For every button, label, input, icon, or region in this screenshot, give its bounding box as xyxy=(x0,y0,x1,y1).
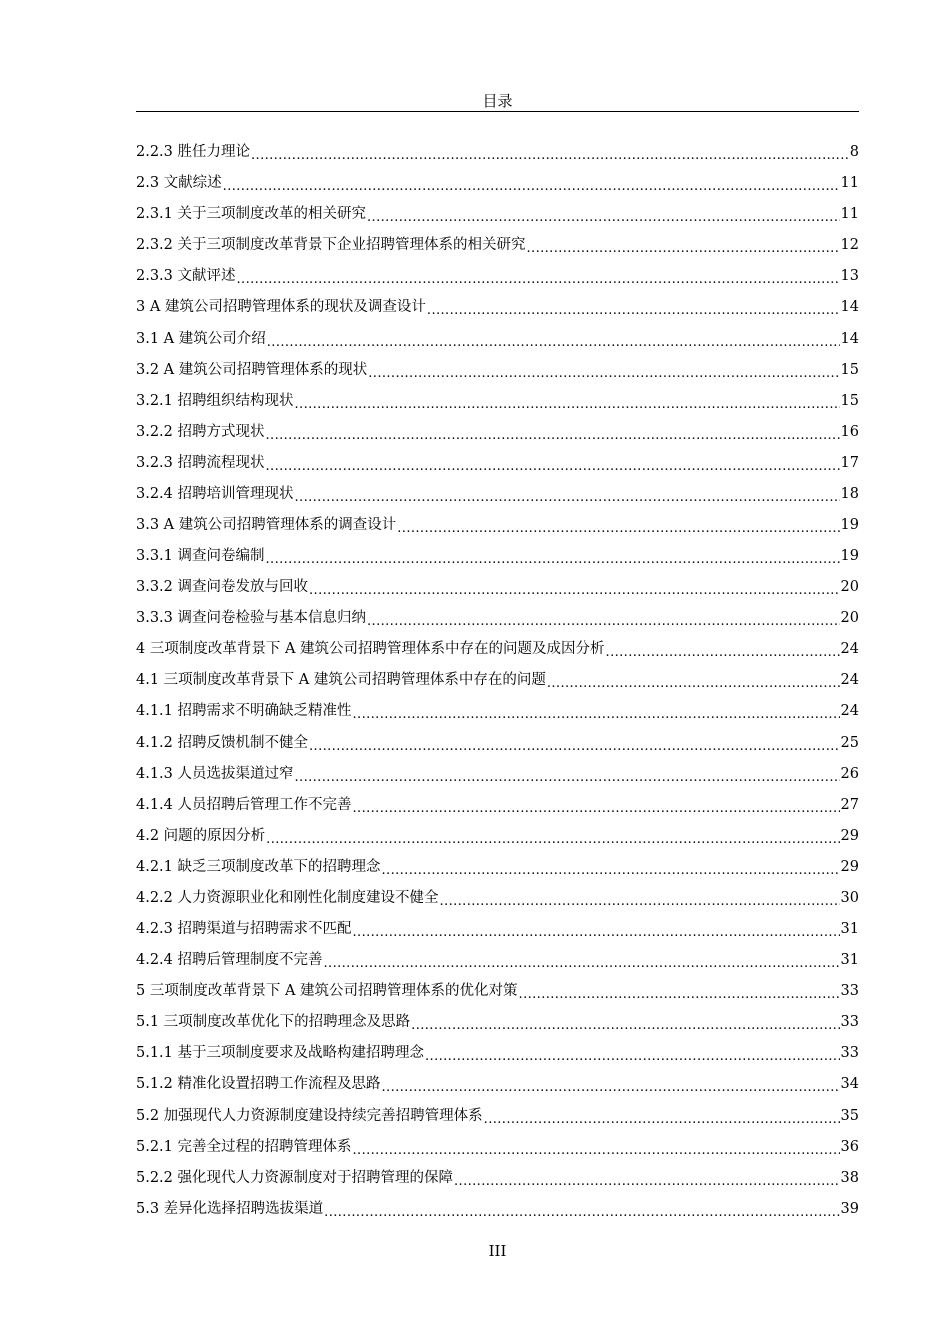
toc-entry-page: 13 xyxy=(840,268,859,285)
page-number: III xyxy=(488,1242,507,1260)
toc-entry-title: 2.3 文献综述 xyxy=(136,175,222,192)
toc-dot-leader xyxy=(353,914,840,945)
toc-dot-leader xyxy=(295,479,840,510)
toc-entry-title: 3.3.1 调查问卷编制 xyxy=(136,548,265,565)
toc-dot-leader xyxy=(353,1132,840,1163)
toc-entry[interactable] xyxy=(136,448,859,479)
toc-entry-page: 24 xyxy=(840,641,859,658)
toc-entry[interactable] xyxy=(136,199,859,230)
toc-entry-page: 11 xyxy=(840,175,859,192)
toc-entry-title: 3.2 A 建筑公司招聘管理体系的现状 xyxy=(136,361,368,378)
toc-entry[interactable] xyxy=(136,634,859,665)
toc-entry[interactable] xyxy=(136,417,859,448)
toc-dot-leader xyxy=(427,292,840,323)
toc-entry[interactable] xyxy=(136,883,859,914)
toc-entry-title: 2.3.2 关于三项制度改革背景下企业招聘管理体系的相关研究 xyxy=(136,237,526,254)
toc-entry-page: 36 xyxy=(840,1138,859,1155)
page-header-title: 目录 xyxy=(482,92,513,110)
toc-dot-leader xyxy=(367,199,840,230)
toc-entry[interactable] xyxy=(136,759,859,790)
toc-entry[interactable] xyxy=(136,945,859,976)
toc-entry-page: 20 xyxy=(840,610,859,627)
toc-entry-title: 3 A 建筑公司招聘管理体系的现状及调查设计 xyxy=(136,299,426,316)
toc-entry-page: 24 xyxy=(840,672,859,689)
toc-entry-title: 4.2.3 招聘渠道与招聘需求不匹配 xyxy=(136,921,352,938)
toc-entry-page: 11 xyxy=(840,206,859,223)
toc-entry-title: 5.2.2 强化现代人力资源制度对于招聘管理的保障 xyxy=(136,1169,454,1186)
toc-entry-page: 12 xyxy=(840,237,859,254)
toc-dot-leader xyxy=(367,603,840,634)
toc-entry-title: 3.2.2 招聘方式现状 xyxy=(136,423,265,440)
toc-entry-title: 4 三项制度改革背景下 A 建筑公司招聘管理体系中存在的问题及成因分析 xyxy=(136,641,605,658)
toc-entry[interactable] xyxy=(136,976,859,1007)
toc-entry[interactable] xyxy=(136,292,859,323)
toc-entry-title: 4.2.1 缺乏三项制度改革下的招聘理念 xyxy=(136,858,381,875)
toc-dot-leader xyxy=(266,417,840,448)
toc-entry-title: 3.2.1 招聘组织结构现状 xyxy=(136,392,294,409)
toc-entry[interactable] xyxy=(136,261,859,292)
toc-dot-leader xyxy=(519,976,840,1007)
toc-dot-leader xyxy=(527,230,840,261)
toc-entry-page: 17 xyxy=(840,454,859,471)
toc-entry-page: 16 xyxy=(840,423,859,440)
header-divider xyxy=(136,111,859,112)
toc-entry-title: 4.1.1 招聘需求不明确缺乏精准性 xyxy=(136,703,352,720)
toc-entry-page: 31 xyxy=(840,952,859,969)
toc-entry-page: 29 xyxy=(840,858,859,875)
toc-entry-page: 38 xyxy=(840,1169,859,1186)
toc-dot-leader xyxy=(266,821,839,852)
toc-entry-title: 3.3 A 建筑公司招聘管理体系的调查设计 xyxy=(136,517,397,534)
toc-dot-leader xyxy=(237,261,840,292)
toc-entry-title: 4.1 三项制度改革背景下 A 建筑公司招聘管理体系中存在的问题 xyxy=(136,672,546,689)
toc-entry-title: 4.2.4 招聘后管理制度不完善 xyxy=(136,952,323,969)
toc-dot-leader xyxy=(309,728,840,759)
toc-dot-leader xyxy=(454,1163,840,1194)
toc-dot-leader xyxy=(324,945,840,976)
toc-entry-title: 3.1 A 建筑公司介绍 xyxy=(136,330,266,347)
toc-entry[interactable] xyxy=(136,1007,859,1038)
toc-entry[interactable] xyxy=(136,1132,859,1163)
toc-entry-page: 26 xyxy=(840,765,859,782)
toc-entry-title: 3.3.3 调查问卷检验与基本信息归纳 xyxy=(136,610,367,627)
toc-entry[interactable] xyxy=(136,1069,859,1100)
toc-dot-leader xyxy=(382,852,840,883)
toc-dot-leader xyxy=(382,1069,840,1100)
toc-entry-title: 2.2.3 胜任力理论 xyxy=(136,144,251,161)
toc-dot-leader xyxy=(309,572,840,603)
toc-entry-title: 3.3.2 调查问卷发放与回收 xyxy=(136,579,309,596)
toc-entry-title: 2.3.3 文献评述 xyxy=(136,268,236,285)
toc-entry-page: 34 xyxy=(840,1076,859,1093)
toc-entry-page: 14 xyxy=(840,330,859,347)
toc-dot-leader xyxy=(484,1101,840,1132)
toc-entry-title: 5.2.1 完善全过程的招聘管理体系 xyxy=(136,1138,352,1155)
toc-dot-leader xyxy=(397,510,839,541)
toc-entry-title: 4.1.3 人员选拔渠道过窄 xyxy=(136,765,294,782)
toc-entry-title: 5.3 差异化选择招聘选拔渠道 xyxy=(136,1200,324,1217)
toc-entry-page: 18 xyxy=(840,485,859,502)
toc-entry[interactable] xyxy=(136,821,859,852)
toc-entry-title: 3.2.3 招聘流程现状 xyxy=(136,454,265,471)
toc-entry-title: 5.1.1 基于三项制度要求及战略构建招聘理念 xyxy=(136,1045,425,1062)
toc-entry-page: 33 xyxy=(840,983,859,1000)
toc-entry[interactable] xyxy=(136,479,859,510)
toc-entry[interactable] xyxy=(136,914,859,945)
toc-entry[interactable] xyxy=(136,1163,859,1194)
toc-entry-page: 35 xyxy=(840,1107,859,1124)
toc-entry-page: 33 xyxy=(840,1014,859,1031)
toc-entry[interactable] xyxy=(136,790,859,821)
toc-entry-title: 4.2 问题的原因分析 xyxy=(136,827,266,844)
toc-entry-page: 19 xyxy=(840,517,859,534)
table-of-contents xyxy=(136,137,859,1225)
toc-entry[interactable] xyxy=(136,510,859,541)
toc-dot-leader xyxy=(267,324,840,355)
toc-dot-leader xyxy=(368,355,839,386)
toc-entry-title: 5.1.2 精准化设置招聘工作流程及思路 xyxy=(136,1076,381,1093)
toc-entry-page: 19 xyxy=(840,548,859,565)
toc-entry-page: 20 xyxy=(840,579,859,596)
toc-entry-title: 5.1 三项制度改革优化下的招聘理念及思路 xyxy=(136,1014,411,1031)
toc-entry-title: 5.2 加强现代人力资源制度建设持续完善招聘管理体系 xyxy=(136,1107,483,1124)
toc-entry[interactable] xyxy=(136,355,859,386)
toc-dot-leader xyxy=(266,448,840,479)
toc-entry-page: 27 xyxy=(840,796,859,813)
toc-entry-title: 5 三项制度改革背景下 A 建筑公司招聘管理体系的优化对策 xyxy=(136,983,518,1000)
toc-entry-page: 31 xyxy=(840,921,859,938)
toc-entry[interactable] xyxy=(136,1100,859,1131)
toc-entry[interactable] xyxy=(136,168,859,199)
toc-entry[interactable] xyxy=(136,852,859,883)
toc-entry-title: 3.2.4 招聘培训管理现状 xyxy=(136,485,294,502)
toc-entry-page: 14 xyxy=(840,299,859,316)
toc-dot-leader xyxy=(295,386,840,417)
toc-entry-title: 4.1.2 招聘反馈机制不健全 xyxy=(136,734,309,751)
toc-dot-leader xyxy=(547,665,840,696)
toc-entry[interactable] xyxy=(136,323,859,354)
toc-entry-page: 25 xyxy=(840,734,859,751)
toc-entry[interactable] xyxy=(136,541,859,572)
toc-entry-title: 4.2.2 人力资源职业化和刚性化制度建设不健全 xyxy=(136,889,439,906)
toc-entry[interactable] xyxy=(136,1038,859,1069)
toc-dot-leader xyxy=(266,541,840,572)
toc-entry-page: 15 xyxy=(840,392,859,409)
toc-dot-leader xyxy=(606,634,840,665)
toc-entry[interactable] xyxy=(136,1194,859,1225)
toc-entry[interactable] xyxy=(136,137,859,168)
toc-dot-leader xyxy=(353,696,840,727)
toc-dot-leader xyxy=(324,1194,839,1225)
toc-entry-page: 30 xyxy=(840,889,859,906)
toc-dot-leader xyxy=(440,883,840,914)
toc-entry-page: 24 xyxy=(840,703,859,720)
toc-entry-page: 15 xyxy=(840,361,859,378)
toc-entry[interactable] xyxy=(136,386,859,417)
toc-entry-page: 29 xyxy=(840,827,859,844)
toc-dot-leader xyxy=(353,790,840,821)
toc-dot-leader xyxy=(425,1038,840,1069)
toc-entry[interactable] xyxy=(136,696,859,727)
toc-entry-title: 2.3.1 关于三项制度改革的相关研究 xyxy=(136,206,367,223)
toc-entry[interactable] xyxy=(136,665,859,696)
toc-entry-page: 8 xyxy=(849,144,859,161)
toc-entry[interactable] xyxy=(136,230,859,261)
toc-entry-page: 39 xyxy=(840,1200,859,1217)
toc-dot-leader xyxy=(223,168,840,199)
toc-entry[interactable] xyxy=(136,572,859,603)
toc-dot-leader xyxy=(411,1007,839,1038)
toc-dot-leader xyxy=(295,759,840,790)
toc-entry[interactable] xyxy=(136,603,859,634)
toc-entry[interactable] xyxy=(136,727,859,758)
toc-entry-page: 33 xyxy=(840,1045,859,1062)
toc-dot-leader xyxy=(251,137,849,168)
toc-entry-title: 4.1.4 人员招聘后管理工作不完善 xyxy=(136,796,352,813)
